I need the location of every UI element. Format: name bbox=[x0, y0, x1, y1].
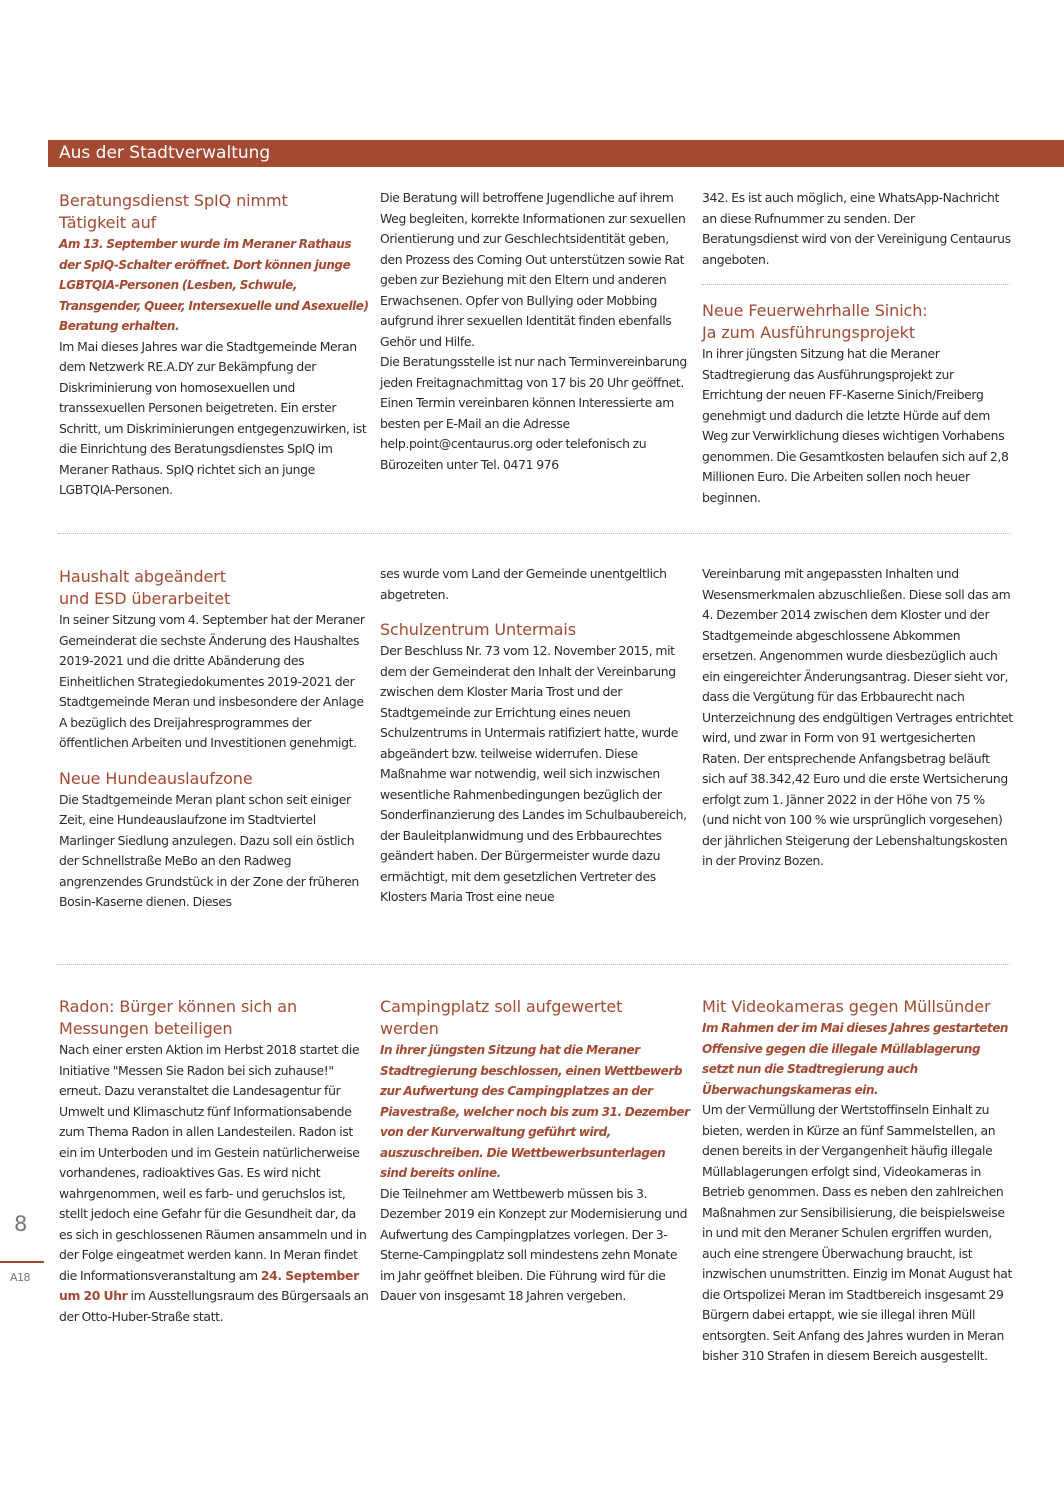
article-title: Schulzentrum Untermais bbox=[380, 620, 576, 639]
article-title: Mit Videokameras gegen Müllsünder bbox=[702, 997, 991, 1016]
page-tag: A18 bbox=[10, 1271, 31, 1284]
article-title bbox=[59, 190, 371, 234]
article-haushalt bbox=[59, 566, 371, 913]
article-body: In seiner Sitzung vom 4. September hat der Meraner Gemeinderat die sechste Änderung des Haushaltes 2019-2021 und die dritte Abänderung des Einheitlichen Strategiedokumentes 2019-2021 der Stadtgemeinde Meran und insbesondere der Anlage A bezüglich des Dreijahresprogrammes der öffentlichen Arbeiten und Investitionen genehmigt. bbox=[59, 612, 365, 750]
article-body: Die Beratungsstelle ist nur nach Terminvereinbarung jeden Freitagnachmittag von 17 bis 20 Uhr geöffnet. Einen Termin vereinbaren können Interessierte am besten per E-Mail an die Adresse help.point@centaurus.org oder telefonisch zu Bürozeiten unter Tel. 0471 976 bbox=[380, 354, 687, 472]
article-videokameras bbox=[702, 996, 1014, 1367]
article-title bbox=[702, 300, 1014, 344]
event-date-highlight: 24. September um 20 Uhr bbox=[59, 1267, 359, 1303]
article-body: Um der Vermüllung der Wertstoffinseln Einhalt zu bieten, werden in Kürze an fünf Sammelstellen, an denen bereits in der Vergangenheit häufig illegale Müllablagerungen erfolgt sind, Videokameras in Betrieb genommen. Dass es neben den zahlreichen Maßnahmen zur Sensibilisierung, die beispielsweise in und mit den Meraner Schulen ergriffen wurden, auch eine strengere Überwachung braucht, ist inzwischen unumstritten. Einzig im Monat August hat die Ortspolizei Meran im Stadtbereich insgesamt 29 Bürgern dabei ertappt, wie sie illegal ihren Müll entsorgten. Seit Anfang des Jahres wurden in Meran bisher 310 Strafen in diesem Bereich ausgestellt. bbox=[702, 1102, 1013, 1363]
divider bbox=[58, 533, 1010, 534]
title-line-1: Radon: Bürger können sich an bbox=[59, 997, 297, 1016]
article-camping bbox=[380, 996, 692, 1307]
article-body: Im Mai dieses Jahres war die Stadtgemeinde Meran dem Netzwerk RE.A.DY zur Bekämpfung der Diskriminierung von homosexuellen und transsexuellen Personen beigetreten. Ein erster Schritt, um Diskriminierungen entgegenzuwirken, ist die Einrichtung des Beratungsdienstes SpIQ im Meraner Rathaus. SpIQ richtet sich an junge LGBTQIA-Personen. bbox=[59, 338, 367, 497]
article-body bbox=[59, 1040, 371, 1327]
article-spiq-col3 bbox=[702, 188, 1014, 270]
title-line-2: Messungen beteiligen bbox=[59, 1019, 233, 1038]
article-title bbox=[59, 996, 371, 1040]
article-schulzentrum bbox=[380, 564, 692, 908]
body-text: im Ausstellungsraum des Bürgersaals an der Otto-Huber-Straße statt. bbox=[59, 1288, 369, 1324]
article-feuerwehr bbox=[702, 300, 1014, 508]
title-line-2: Ja zum Ausführungsprojekt bbox=[702, 323, 916, 342]
article-body: 342. Es ist auch möglich, eine WhatsApp-Nachricht an diese Rufnummer zu senden. Der Beratungsdienst wird von der Vereinigung Centaurus angeboten. bbox=[702, 190, 1011, 267]
article-title bbox=[380, 996, 692, 1040]
title-line-2: und ESD überarbeitet bbox=[59, 589, 231, 608]
divider bbox=[58, 964, 1010, 965]
article-spiq-col2 bbox=[380, 188, 692, 475]
article-body: In ihrer jüngsten Sitzung hat die Meraner Stadtregierung das Ausführungsprojekt zur Errichtung der neuen FF-Kaserne Sinich/Freiberg genehmigt und dadurch die letzte Hürde auf dem Weg zur Verwirklichung dieses wichtigen Vorhabens genommen. Die Gesamtkosten belaufen sich auf 2,8 Millionen Euro. Die Arbeiten sollen noch heuer beginnen. bbox=[702, 346, 1009, 505]
article-spiq-col1 bbox=[59, 190, 371, 501]
article-lead: Am 13. September wurde im Meraner Rathaus der SpIQ-Schalter eröffnet. Dort können junge LGBTQIA-Personen (Lesben, Schwule, Transgender, Queer, Intersexuelle und Asexuelle) Beratung erhalten. bbox=[59, 237, 369, 333]
article-body: ses wurde vom Land der Gemeinde unentgeltlich abgetreten. bbox=[380, 566, 667, 602]
page-marker-line bbox=[0, 1261, 44, 1263]
title-line-2: Tätigkeit auf bbox=[59, 213, 157, 232]
title-line-2: werden bbox=[380, 1019, 439, 1038]
article-body: Die Beratung will betroffene Jugendliche auf ihrem Weg begleiten, korrekte Informationen zur sexuellen Orientierung und zur Geschlechtsidentität geben, den Prozess des Coming Out unterstützen sowie Rat geben zur Beziehung mit den Eltern und anderen Erwachsenen. Opfer von Bullying oder Mobbing aufgrund ihrer sexuellen Identität finden ebenfalls Gehör und Hilfe. bbox=[380, 190, 686, 349]
article-body: Die Teilnehmer am Wettbewerb müssen bis 3. Dezember 2019 ein Konzept zur Modernisierung und Aufwertung des Campingplatzes vorlegen. Der 3-Sterne-Campingplatz soll mindestens zehn Monate im Jahr geöffnet bleiben. Die Führung wird für die Dauer von insgesamt 18 Jahren vergeben. bbox=[380, 1185, 688, 1303]
article-schulzentrum-col3 bbox=[702, 564, 1014, 872]
page-number: 8 bbox=[14, 1212, 28, 1236]
title-line-1: Campingplatz soll aufgewertet bbox=[380, 997, 623, 1016]
article-lead: In ihrer jüngsten Sitzung hat die Meraner Stadtregierung beschlossen, einen Wettbewerb zur Aufwertung des Campingplatzes an der Piavestraße, welcher noch bis zum 31. Dezember von der Kurverwaltung geführt wird, auszuschreiben. Die Wettbewerbsunterlagen sind bereits online. bbox=[380, 1043, 690, 1180]
article-body: Vereinbarung mit angepassten Inhalten und Wesensmerkmalen abzuschließen. Diese soll das am 4. Dezember 2014 zwischen dem Kloster und der Stadtgemeinde abgeschlossene Abkommen ersetzen. Angenommen wurde diesbezüglich auch ein eingereichter Änderungsantrag. Dieser sieht vor, dass die Vergütung für das Erbbaurecht nach Unterzeichnung des endgültigen Vertrages entrichtet wird, und zwar in Form von 91 wertgesicherten Raten. Der entsprechende Anfangsbetrag beläuft sich auf 38.342,42 Euro und die erste Wertsicherung erfolgt zum 1. Jänner 2022 in der Höhe von 75 % (und nicht von 100 % wie ursprünglich vorgesehen) der jährlichen Steigerung der Lebenshaltungskosten in der Provinz Bozen. bbox=[702, 566, 1013, 868]
article-lead: Im Rahmen der im Mai dieses Jahres gestarteten Offensive gegen die illegale Müllablagerung setzt nun die Stadtregierung auch Überwachungskameras ein. bbox=[702, 1021, 1008, 1097]
title-line-1: Neue Feuerwehrhalle Sinich: bbox=[702, 301, 928, 320]
title-line-1: Haushalt abgeändert bbox=[59, 567, 226, 586]
article-radon bbox=[59, 996, 371, 1327]
article-body: Die Stadtgemeinde Meran plant schon seit einiger Zeit, eine Hundeauslaufzone im Stadtviertel Marlinger Siedlung anzulegen. Dazu soll ein östlich der Schnellstraße MeBo an den Radweg angrenzendes Grundstück in der Zone der früheren Bosin-Kaserne dienen. Dieses bbox=[59, 791, 359, 909]
article-title: Neue Hundeauslaufzone bbox=[59, 768, 253, 788]
body-text: Nach einer ersten Aktion im Herbst 2018 startet die Initiative "Messen Sie Radon bei sich zuhause!" erneut. Dazu veranstaltet die Landesagentur für Umwelt und Klimaschutz fünf Informationsabende zum Thema Radon in allen Landesteilen. Radon ist ein im Unterboden und im Gestein natürlicherweise vorhandenes, radioaktives Gas. Es wird nicht wahrgenommen, weil es farb- und geruchslos ist, stellt jedoch eine Gefahr für die Gesundheit dar, da es sich in geschlossenen Räumen ansammeln und in der Folge eingeatmet werden kann. In Meran findet die Informationsveranstaltung am bbox=[59, 1042, 367, 1283]
title-line-1: Beratungsdienst SpIQ nimmt bbox=[59, 191, 288, 210]
divider bbox=[702, 284, 1010, 285]
section-header-band bbox=[48, 140, 1064, 167]
article-body: Der Beschluss Nr. 73 vom 12. November 2015, mit dem der Gemeinderat den Inhalt der Vereinbarung zwischen dem Kloster Maria Trost und der Stadtgemeinde zur Errichtung eines neuen Schulzentrums in Untermais ratifiziert hatte, wurde abgeändert bzw. teilweise widerrufen. Diese Maßnahme war notwendig, weil sich inzwischen wesentliche Rahmenbedingungen bezüglich der Sonderfinanzierung des Landes im Schulbaubereich, der Bauleitplanwidmung und des Erbbaurechtes geändert haben. Der Bürgermeister wurde dazu ermächtigt, mit dem gesetzlichen Vertreter des Klosters Maria Trost eine neue bbox=[380, 643, 687, 904]
section-title: Aus der Stadtverwaltung bbox=[59, 143, 271, 163]
article-title bbox=[59, 566, 371, 610]
